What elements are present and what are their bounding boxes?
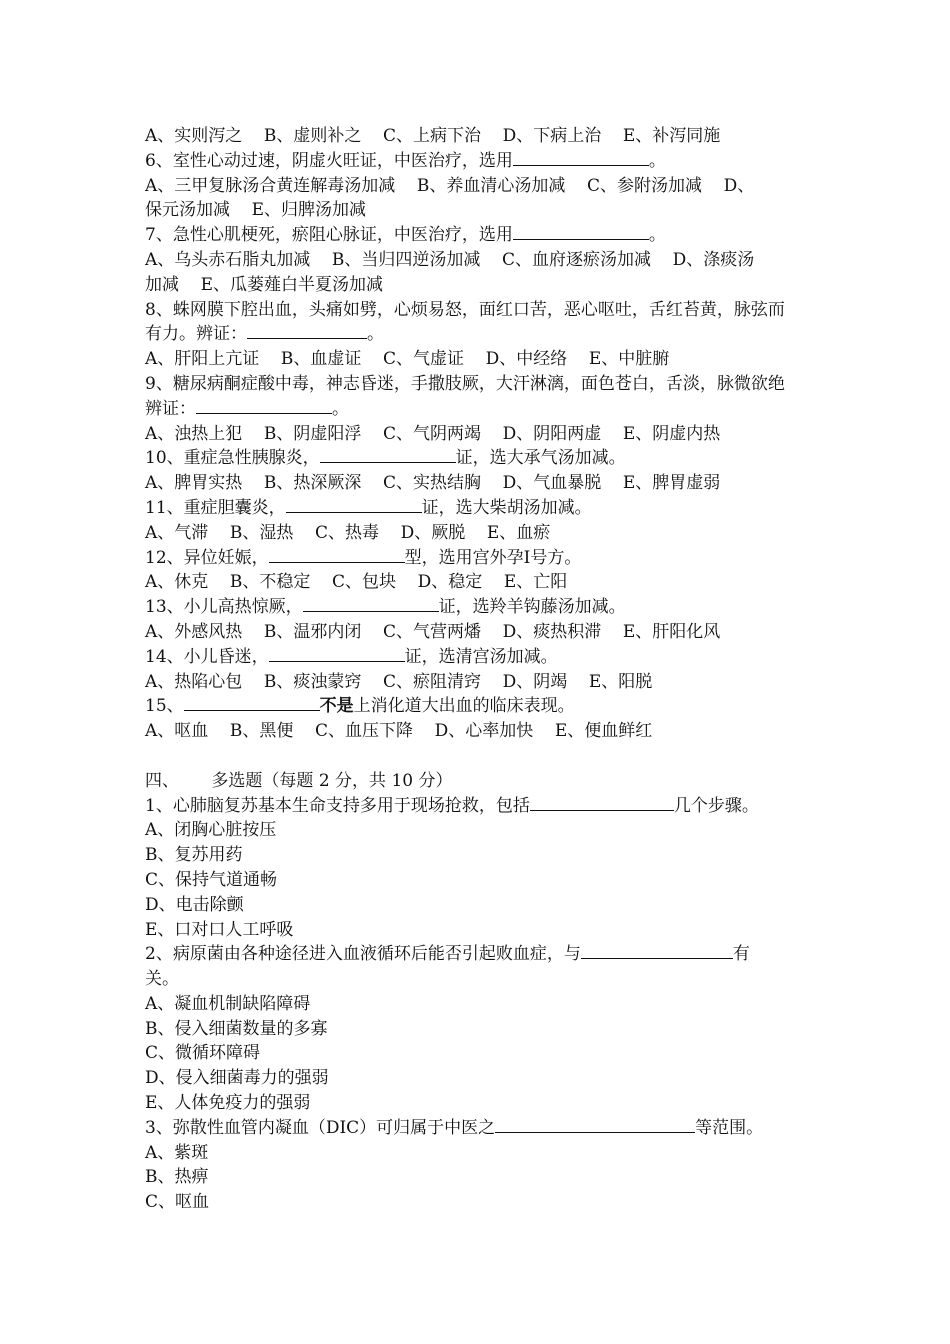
answer-blank[interactable] xyxy=(303,595,439,612)
question-line xyxy=(145,223,810,248)
emphasis-text: 不是 xyxy=(319,696,354,717)
option-line: A、乌头赤石脂丸加减 B、当归四逆汤加减 C、血府逐瘀汤加减 D、涤痰汤 xyxy=(145,249,755,270)
empty-line xyxy=(145,744,810,769)
option-line: A、休克 B、不稳定 C、包块 D、稳定 E、亡阳 xyxy=(145,572,568,593)
option-line: A、三甲复脉汤合黄连解毒汤加减 B、养血清心汤加减 C、参附汤加减 D、 xyxy=(145,175,755,196)
question-line xyxy=(145,322,810,347)
option-line: C、呕血 xyxy=(145,1192,210,1213)
option-line: D、侵入细菌毒力的强弱 xyxy=(145,1068,329,1089)
answer-blank[interactable] xyxy=(530,794,674,811)
answer-blank[interactable] xyxy=(513,223,649,240)
question-line xyxy=(145,446,810,471)
question-text: 有力。辨证： xyxy=(145,324,247,345)
answer-blank[interactable] xyxy=(513,149,649,166)
question-text-end: 有 xyxy=(732,944,750,965)
option-line: D、电击除颤 xyxy=(145,894,244,915)
question-text: 12、异位妊娠， xyxy=(145,547,269,568)
option-line: A、肝阳上亢证 B、血虚证 C、气虚证 D、中经络 E、中脏腑 xyxy=(145,349,670,370)
answer-blank[interactable] xyxy=(247,322,367,339)
question-text-end: 等范围。 xyxy=(695,1117,764,1138)
option-line: A、气滞 B、湿热 C、热毒 D、厥脱 E、血瘀 xyxy=(145,522,551,543)
question-text-end: 几个步骤。 xyxy=(673,795,759,816)
option-line: A、紫斑 xyxy=(145,1142,209,1163)
question-text: 13、小儿高热惊厥， xyxy=(145,597,303,618)
question-line xyxy=(145,595,810,620)
question-text: 6、室性心动过速，阴虚火旺证，中医治疗，选用 xyxy=(145,150,513,171)
question-text: 11、重症胆囊炎， xyxy=(145,497,286,518)
question-text-end: 上消化道大出血的临床表现。 xyxy=(353,696,575,717)
question-text: 7、急性心肌梗死，瘀阻心脉证，中医治疗，选用 xyxy=(145,225,513,246)
question-text-end: 。 xyxy=(367,324,384,345)
option-line: B、热痹 xyxy=(145,1167,209,1188)
answer-blank[interactable] xyxy=(269,546,405,563)
answer-blank[interactable] xyxy=(495,1116,695,1133)
option-line: A、热陷心包 B、痰浊蒙窍 C、瘀阻清窍 D、阴竭 E、阳脱 xyxy=(145,671,653,692)
question-text-end: 证，选大柴胡汤加减。 xyxy=(421,497,592,518)
option-line: C、微循环障碍 xyxy=(145,1043,261,1064)
question-text: 3、弥散性血管内凝血（DIC）可归属于中医之 xyxy=(145,1117,496,1138)
question-text: 2、病原菌由各种途径进入血液循环后能否引起败血症，与 xyxy=(145,944,581,965)
question-line: 8、蛛网膜下腔出血，头痛如劈，心烦易怒，面红口苦，恶心呕吐，舌红苔黄，脉弦而 xyxy=(145,299,785,320)
option-line: A、实则泻之 B、虚则补之 C、上病下治 D、下病上治 E、补泻同施 xyxy=(145,126,721,146)
option-line: A、呕血 B、黑便 C、血压下降 D、心率加快 E、便血鲜红 xyxy=(145,721,653,742)
question-text: 辨证： xyxy=(145,398,196,419)
option-line: A、浊热上犯 B、阴虚阳浮 C、气阴两竭 D、阴阳两虚 E、阴虚内热 xyxy=(145,423,721,444)
question-text: 10、重症急性胰腺炎， xyxy=(145,448,320,469)
question-text-end: 证，选清宫汤加减。 xyxy=(404,646,558,667)
question-line xyxy=(145,1116,810,1141)
section-heading: 四、 多选题（每题 2 分，共 10 分） xyxy=(145,770,453,791)
answer-blank[interactable] xyxy=(269,645,405,662)
option-line: 保元汤加减 E、归脾汤加减 xyxy=(145,200,367,221)
question-line xyxy=(145,149,810,174)
question-text-end: 。 xyxy=(648,150,666,171)
question-line xyxy=(145,694,810,719)
question-line: 9、糖尿病酮症酸中毒，神志昏迷，手撒肢厥，大汗淋漓，面色苍白，舌淡，脉微欲绝 xyxy=(145,373,785,394)
question-text-end: 证，选大承气汤加减。 xyxy=(455,448,626,469)
question-line xyxy=(145,397,810,422)
question-text: 14、小儿昏迷， xyxy=(145,646,269,667)
answer-blank[interactable] xyxy=(184,694,320,711)
option-line: E、人体免疫力的强弱 xyxy=(145,1093,311,1114)
question-line xyxy=(145,794,810,819)
answer-blank[interactable] xyxy=(320,446,456,463)
document-body xyxy=(145,124,810,1215)
answer-blank[interactable] xyxy=(286,496,422,513)
question-text-end: 。 xyxy=(332,398,349,419)
question-text-end: 。 xyxy=(648,225,666,246)
option-line: A、脾胃实热 B、热深厥深 C、实热结胸 D、气血暴脱 E、脾胃虚弱 xyxy=(145,473,721,494)
question-text: 15、 xyxy=(145,696,184,717)
option-line: E、口对口人工呼吸 xyxy=(145,919,294,940)
question-line xyxy=(145,645,810,670)
question-line xyxy=(145,942,810,967)
answer-blank[interactable] xyxy=(581,942,733,959)
question-line: 关。 xyxy=(145,969,179,990)
option-line: B、复苏用药 xyxy=(145,845,243,866)
question-line xyxy=(145,496,810,521)
option-line: B、侵入细菌数量的多寡 xyxy=(145,1018,328,1039)
answer-blank[interactable] xyxy=(196,397,332,414)
question-line xyxy=(145,546,810,571)
question-text: 1、心肺脑复苏基本生命支持多用于现场抢救，包括 xyxy=(145,795,530,816)
option-line: A、外感风热 B、温邪内闭 C、气营两燔 D、痰热积滞 E、肝阳化风 xyxy=(145,621,721,642)
question-text-end: 型，选用宫外孕Ⅰ号方。 xyxy=(404,547,582,568)
option-line: C、保持气道通畅 xyxy=(145,869,278,890)
question-text-end: 证，选羚羊钩藤汤加减。 xyxy=(438,597,626,618)
option-line: A、闭胸心脏按压 xyxy=(145,820,277,841)
option-line: 加减 E、瓜蒌薤白半夏汤加减 xyxy=(145,274,384,295)
option-line: A、凝血机制缺陷障碍 xyxy=(145,993,311,1014)
